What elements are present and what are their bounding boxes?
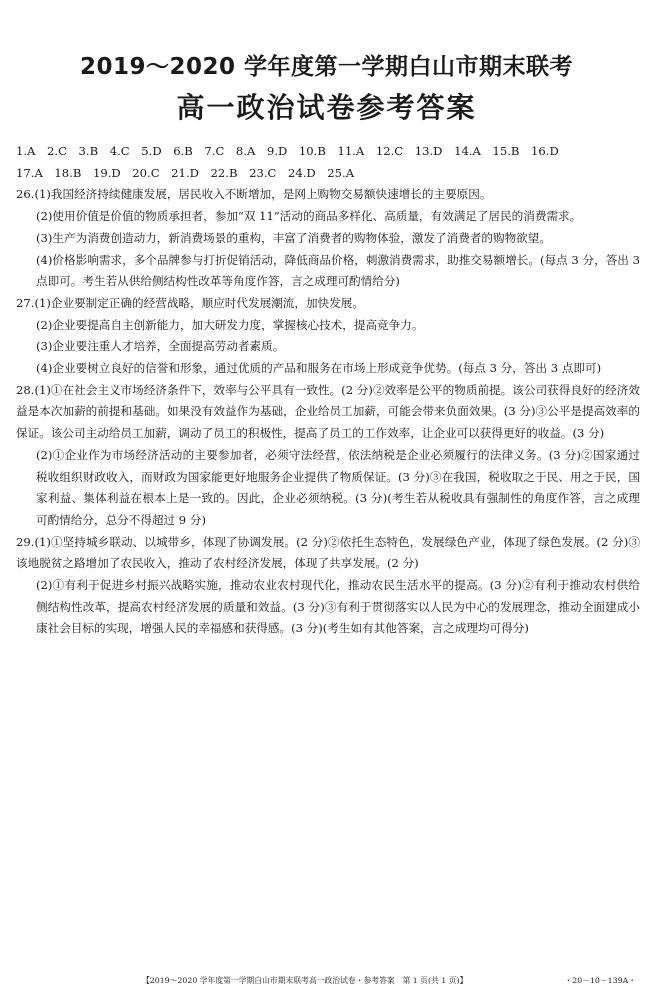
answer-paragraph: (2)使用价值是价值的物质承担者，参加“双 11”活动的商品多样化、高质量，有效满足了居民的消费需求。 [36,209,582,224]
answer-paragraph: (1)①在社会主义市场经济条件下，效率与公平具有一致性。(2 分)②效率是公平的物质前提。该公司获得良好的经济效益是本次加薪的前提和基础。如果没有效益作为基础，企业给员工加薪，可能会带来负面效果。(3 分)③公平是提高效率的保证。该公司主动给员工加薪，调动了员工的积极性，提高了员工的工作效率，让企业可以获得更好的收益。(3 分) [16,382,640,441]
q29-line [16,532,640,575]
question-29 [16,532,640,641]
question-26 [16,184,640,293]
q26-line [16,184,640,206]
answer-paragraph: (3)生产为消费创造动力，新消费场景的重构，丰富了消费者的购物体验，激发了消费者的购物欲望。 [36,230,551,245]
answer-paragraph: (1)企业要制定正确的经营战略，顺应时代发展潮流，加快发展。 [34,295,364,310]
multiple-choice-answers [16,141,640,184]
question-28 [16,380,640,532]
question-number: 29. [16,534,35,549]
q28-line [16,380,640,445]
answer-paragraph: (1)①坚持城乡联动、以城带乡，体现了协调发展。(2 分)②依托生态特色，发展绿色产业，体现了绿色发展。(2 分)③该地脱贫之路增加了农民收入，推动了农村经济发展，体现了共享发展。(2 分) [16,534,640,571]
answer-paragraph: (4)企业要树立良好的信誉和形象，通过优质的产品和服务在市场上形成竞争优势。(每点 3 分，答出 3 点即可) [36,361,602,376]
answer-paragraph: (2)①有利于促进乡村振兴战略实施，推动农业农村现代化，推动农民生活水平的提高。(3 分)②有利于推动农村供给侧结构性改革，提高农村经济发展的质量和效益。(3 分)③有利于贯彻落实以人民为中心的发展理念，推动全面建成小康社会目标的实现，增强人民的幸福感和获得感。(3 分)(考生如有其他答案，言之成理均可得分) [36,578,640,636]
answer-key-title: 高一政治试卷参考答案 [176,91,477,124]
answer-paragraph: (2)①企业作为市场经济活动的主要参加者，必须守法经营，依法纳税是企业必须履行的法律义务。(3 分)②国家通过税收组织财政收入，而财政为国家能更好地服务企业提供了物质保证。(3 分)③在我国，税收取之于民、用之于民，国家利益、集体利益在根本上是一致的。因此，企业必须纳税。(3 分)(考生若从税收具有强制性的角度作答，言之成理可酌情给分，总分不得超过 9 分) [36,447,640,527]
mc-answers-line-1: 1.A 2.C 3.B 4.C 5.D 6.B 7.C 8.A 9.D 10.B 11.A 12.C 13.D 14.A 15.B 16.D [16,144,559,158]
footer-code: ・20－10－139A・ [564,976,636,985]
exam-title: 2019～2020 学年度第一学期白山市期末联考 [79,54,574,80]
question-number: 28. [16,382,35,397]
question-number: 27. [16,295,35,310]
answer-paragraph: (4)价格影响需求，多个品牌参与打折促销活动，降低商品价格，刺激消费需求，助推交易额增长。(每点 3 分，答出 3 点即可。考生若从供给侧结构性改革等角度作答，言之成理可酌情给分) [36,252,640,289]
answer-paragraph: (2)企业要提高自主创新能力，加大研发力度，掌握核心技术，提高竞争力。 [36,317,424,332]
answer-paragraph: (1)我国经济持续健康发展，居民收入不断增加，是网上购物交易额快速增长的主要原因。 [34,187,492,202]
footer-label: 【2019～2020 学年度第一学期白山市期末联考高一政治试卷・参考答案 第 1 页(共 1 页)】 [142,976,468,985]
answer-content [16,141,640,640]
question-number: 26. [16,187,35,202]
q27-line [16,293,640,315]
question-27 [16,293,640,380]
answer-paragraph: (3)企业要注重人才培养，全面提高劳动者素质。 [36,339,285,354]
mc-answers-line-2: 17.A 18.B 19.D 20.C 21.D 22.B 23.C 24.D 25.A [16,165,355,180]
